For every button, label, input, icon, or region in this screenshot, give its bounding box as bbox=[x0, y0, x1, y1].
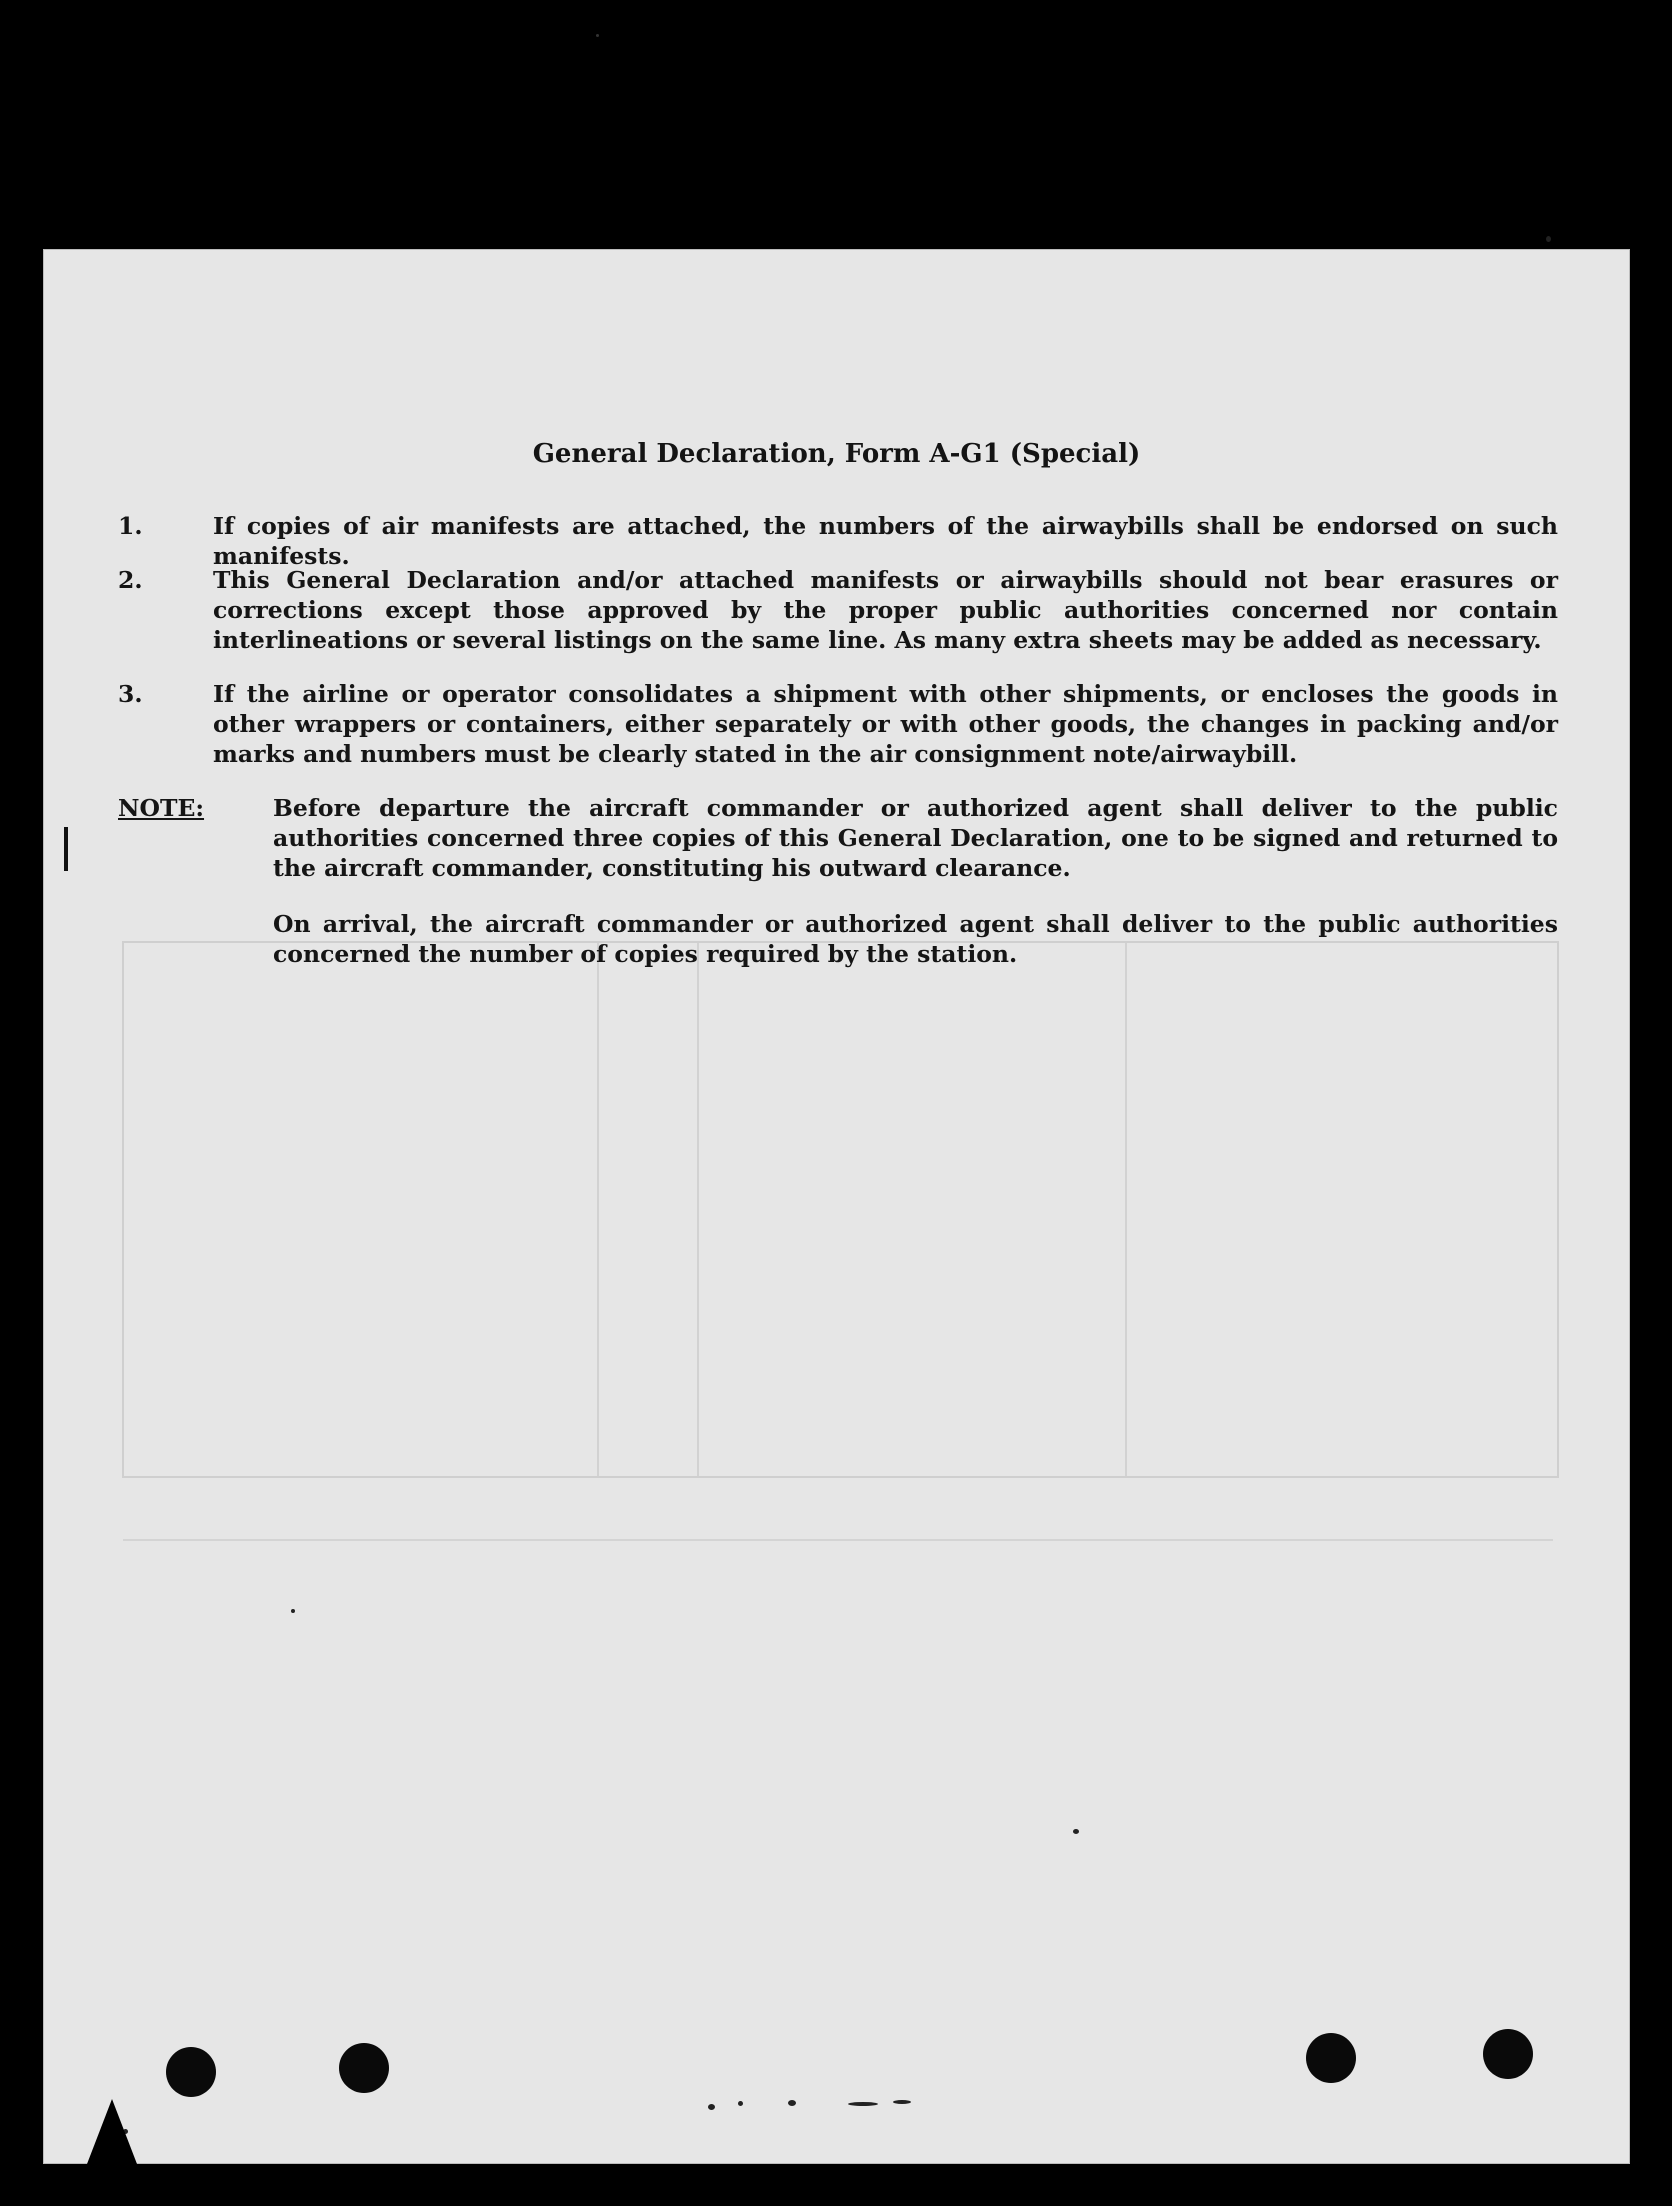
instruction-item bbox=[118, 679, 1558, 769]
document-title: General Declaration, Form A-G1 (Special) bbox=[532, 439, 1141, 469]
instruction-number: 1. bbox=[118, 512, 143, 540]
reverse-side-form-box bbox=[122, 941, 1559, 1478]
note-paragraph: Before departure the aircraft commander or authorized agent shall deliver to the public authorities concerned three copies of this General Declaration, one to be signed and returned to the aircraft commander, constituting his outward clearance. bbox=[273, 794, 1558, 882]
speck bbox=[1546, 236, 1551, 242]
speck bbox=[596, 34, 599, 37]
reverse-side-rule bbox=[123, 1539, 1553, 1541]
speck bbox=[291, 1609, 295, 1613]
note-block bbox=[118, 793, 1558, 883]
speck bbox=[1073, 1829, 1079, 1834]
corner-tear bbox=[87, 2099, 137, 2164]
speck bbox=[893, 2100, 911, 2104]
instruction-number: 3. bbox=[118, 680, 143, 708]
instruction-text: This General Declaration and/or attached manifests or airwaybills should not bear erasures or corrections except those approved by the proper public authorities concerned nor contain interlineations or several listings on the same line. As many extra sheets may be added as necessary. bbox=[213, 566, 1558, 654]
instruction-item bbox=[118, 565, 1558, 655]
reverse-side-divider bbox=[1125, 943, 1127, 1476]
instruction-text: If copies of air manifests are attached, the numbers of the airwaybills shall be endorsed on such manifests. bbox=[213, 512, 1558, 570]
instruction-text: If the airline or operator consolidates a shipment with other shipments, or encloses the goods in other wrappers or containers, either separately or with other goods, the changes in packing and/or marks and numbers must be clearly stated in the air consignment note/airwaybill. bbox=[213, 680, 1558, 768]
punch-hole bbox=[166, 2047, 216, 2097]
speck bbox=[708, 2104, 715, 2110]
margin-mark bbox=[64, 827, 68, 871]
note-block-continued bbox=[118, 909, 1558, 969]
instruction-item bbox=[118, 511, 1558, 571]
reverse-side-divider bbox=[597, 943, 599, 1476]
punch-hole bbox=[1306, 2033, 1356, 2083]
speck bbox=[848, 2102, 878, 2106]
note-paragraph: On arrival, the aircraft commander or authorized agent shall deliver to the public authorities concerned the number of copies required by the station. bbox=[273, 910, 1558, 968]
speck bbox=[788, 2100, 796, 2106]
instruction-number: 2. bbox=[118, 566, 143, 594]
speck bbox=[738, 2101, 743, 2106]
punch-hole bbox=[339, 2043, 389, 2093]
note-label: NOTE: bbox=[118, 794, 205, 822]
reverse-side-divider bbox=[697, 943, 699, 1476]
punch-hole bbox=[1483, 2029, 1533, 2079]
document-sheet bbox=[43, 249, 1630, 2164]
